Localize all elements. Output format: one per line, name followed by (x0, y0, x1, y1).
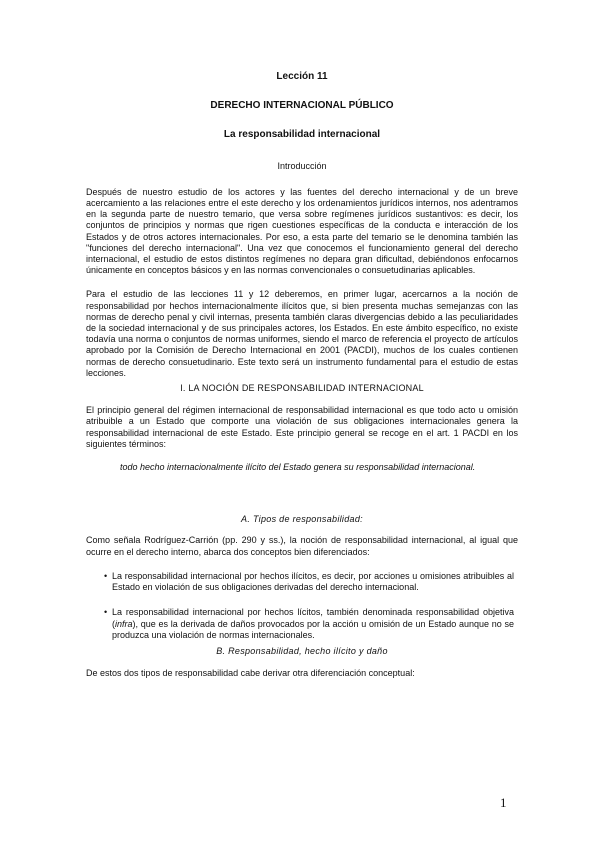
list-item (86, 571, 518, 593)
intro-paragraph-2: Para el estudio de las lecciones 11 y 12 deberemos, en primer lugar, acercarnos a la noción de responsabilidad por hechos internacionalmente ilícitos que, si bien presenta muchas semejanzas con las normas de derecho penal y civil internas, presenta también claras divergencias debido a las peculiaridades de la sociedad internacional y de sus principales actores, los Estados. En este ámbito específico, no existe todavía una norma o conjuntos de normas uniformes, siendo el marco de referencia el proyecto de artículos aprobado por la Comisión de Derecho Internacional en 2001 (PACDI), muchos de los cuales contienen normas de derecho consuetudinario. Este texto será un instrumento fundamental para el estudio de estas lecciones. (86, 289, 518, 378)
subject-title: DERECHO INTERNACIONAL PÚBLICO (210, 100, 394, 112)
subsection-heading-a: A. Tipos de responsabilidad: (241, 514, 363, 525)
intro-heading: Introducción (277, 160, 327, 171)
subsection-b-paragraph: De estos dos tipos de responsabilidad cabe derivar otra diferenciación conceptual: (86, 668, 415, 679)
list-item (86, 607, 518, 641)
bullet-icon: • (104, 570, 108, 581)
topic-title: La responsabilidad internacional (223, 129, 381, 141)
list-item-text: La responsabilidad internacional por hechos ilícitos, es decir, por acciones u omisiones atribuibles al Estado en violación de sus obligaciones derivadas del derecho internacional. (112, 570, 514, 593)
subsection-heading-b: B. Responsabilidad, hecho ilícito y daño (216, 645, 388, 656)
article-quote: todo hecho internacionalmente ilícito del Estado genera su responsabilidad internacional. (120, 462, 476, 473)
lesson-title: Lección 11 (276, 71, 328, 82)
section1-paragraph: El principio general del régimen internacional de responsabilidad internacional es que todo acto u omisión atribuible a un Estado que comporte una violación de sus obligaciones internacionales genera la responsabilidad internacional de este Estado. Este principio general se recoge en el art. 1 PACDI en los siguientes términos: (86, 405, 518, 449)
subsection-a-paragraph: Como señala Rodríguez-Carrión (pp. 290 y ss.), la noción de responsabilidad internacional, al igual que ocurre en el derecho interno, abarca dos conceptos bien diferenciados: (86, 535, 518, 557)
list-item-text-part: La responsabilidad internacional por hechos lícitos, también denominada responsabilidad objetiva ( (112, 607, 514, 629)
list-item-text-part: ), que es la derivada de daños provocados por la acción u omisión de un Estado aunque no se produzca una violación de normas internacionales. (112, 618, 514, 640)
bullet-icon: • (104, 607, 108, 618)
infra-reference: infra (115, 618, 133, 629)
responsibility-types-list (86, 571, 518, 641)
intro-paragraph-1: Después de nuestro estudio de los actores y las fuentes del derecho internacional y de un breve acercamiento a las relaciones entre el este derecho y los ordenamientos jurídicos internos, nos adentramos en la segunda parte de nuestro temario, que versa sobre regímenes jurídicos sustantivos: es decir, los conjuntos de principios y normas que rigen cuestiones específicas de la conducta e interacción de los Estados y de otros actores internacionales. Por eso, a esta parte del temario se le denomina también las "funciones del derecho internacional". Una vez que conocemos el funcionamiento general del derecho internacional, el estudio de estos distintos regímenes no depara gran dificultad, debiéndonos enfocarnos únicamente en conceptos básicos y en las normas convencionales o consuetudinarias aplicables. (86, 186, 518, 276)
document-body (86, 71, 518, 679)
page-number: 1 (500, 795, 507, 810)
section-heading-1: I. LA NOCIÓN DE RESPONSABILIDAD INTERNACIONAL (180, 383, 424, 394)
